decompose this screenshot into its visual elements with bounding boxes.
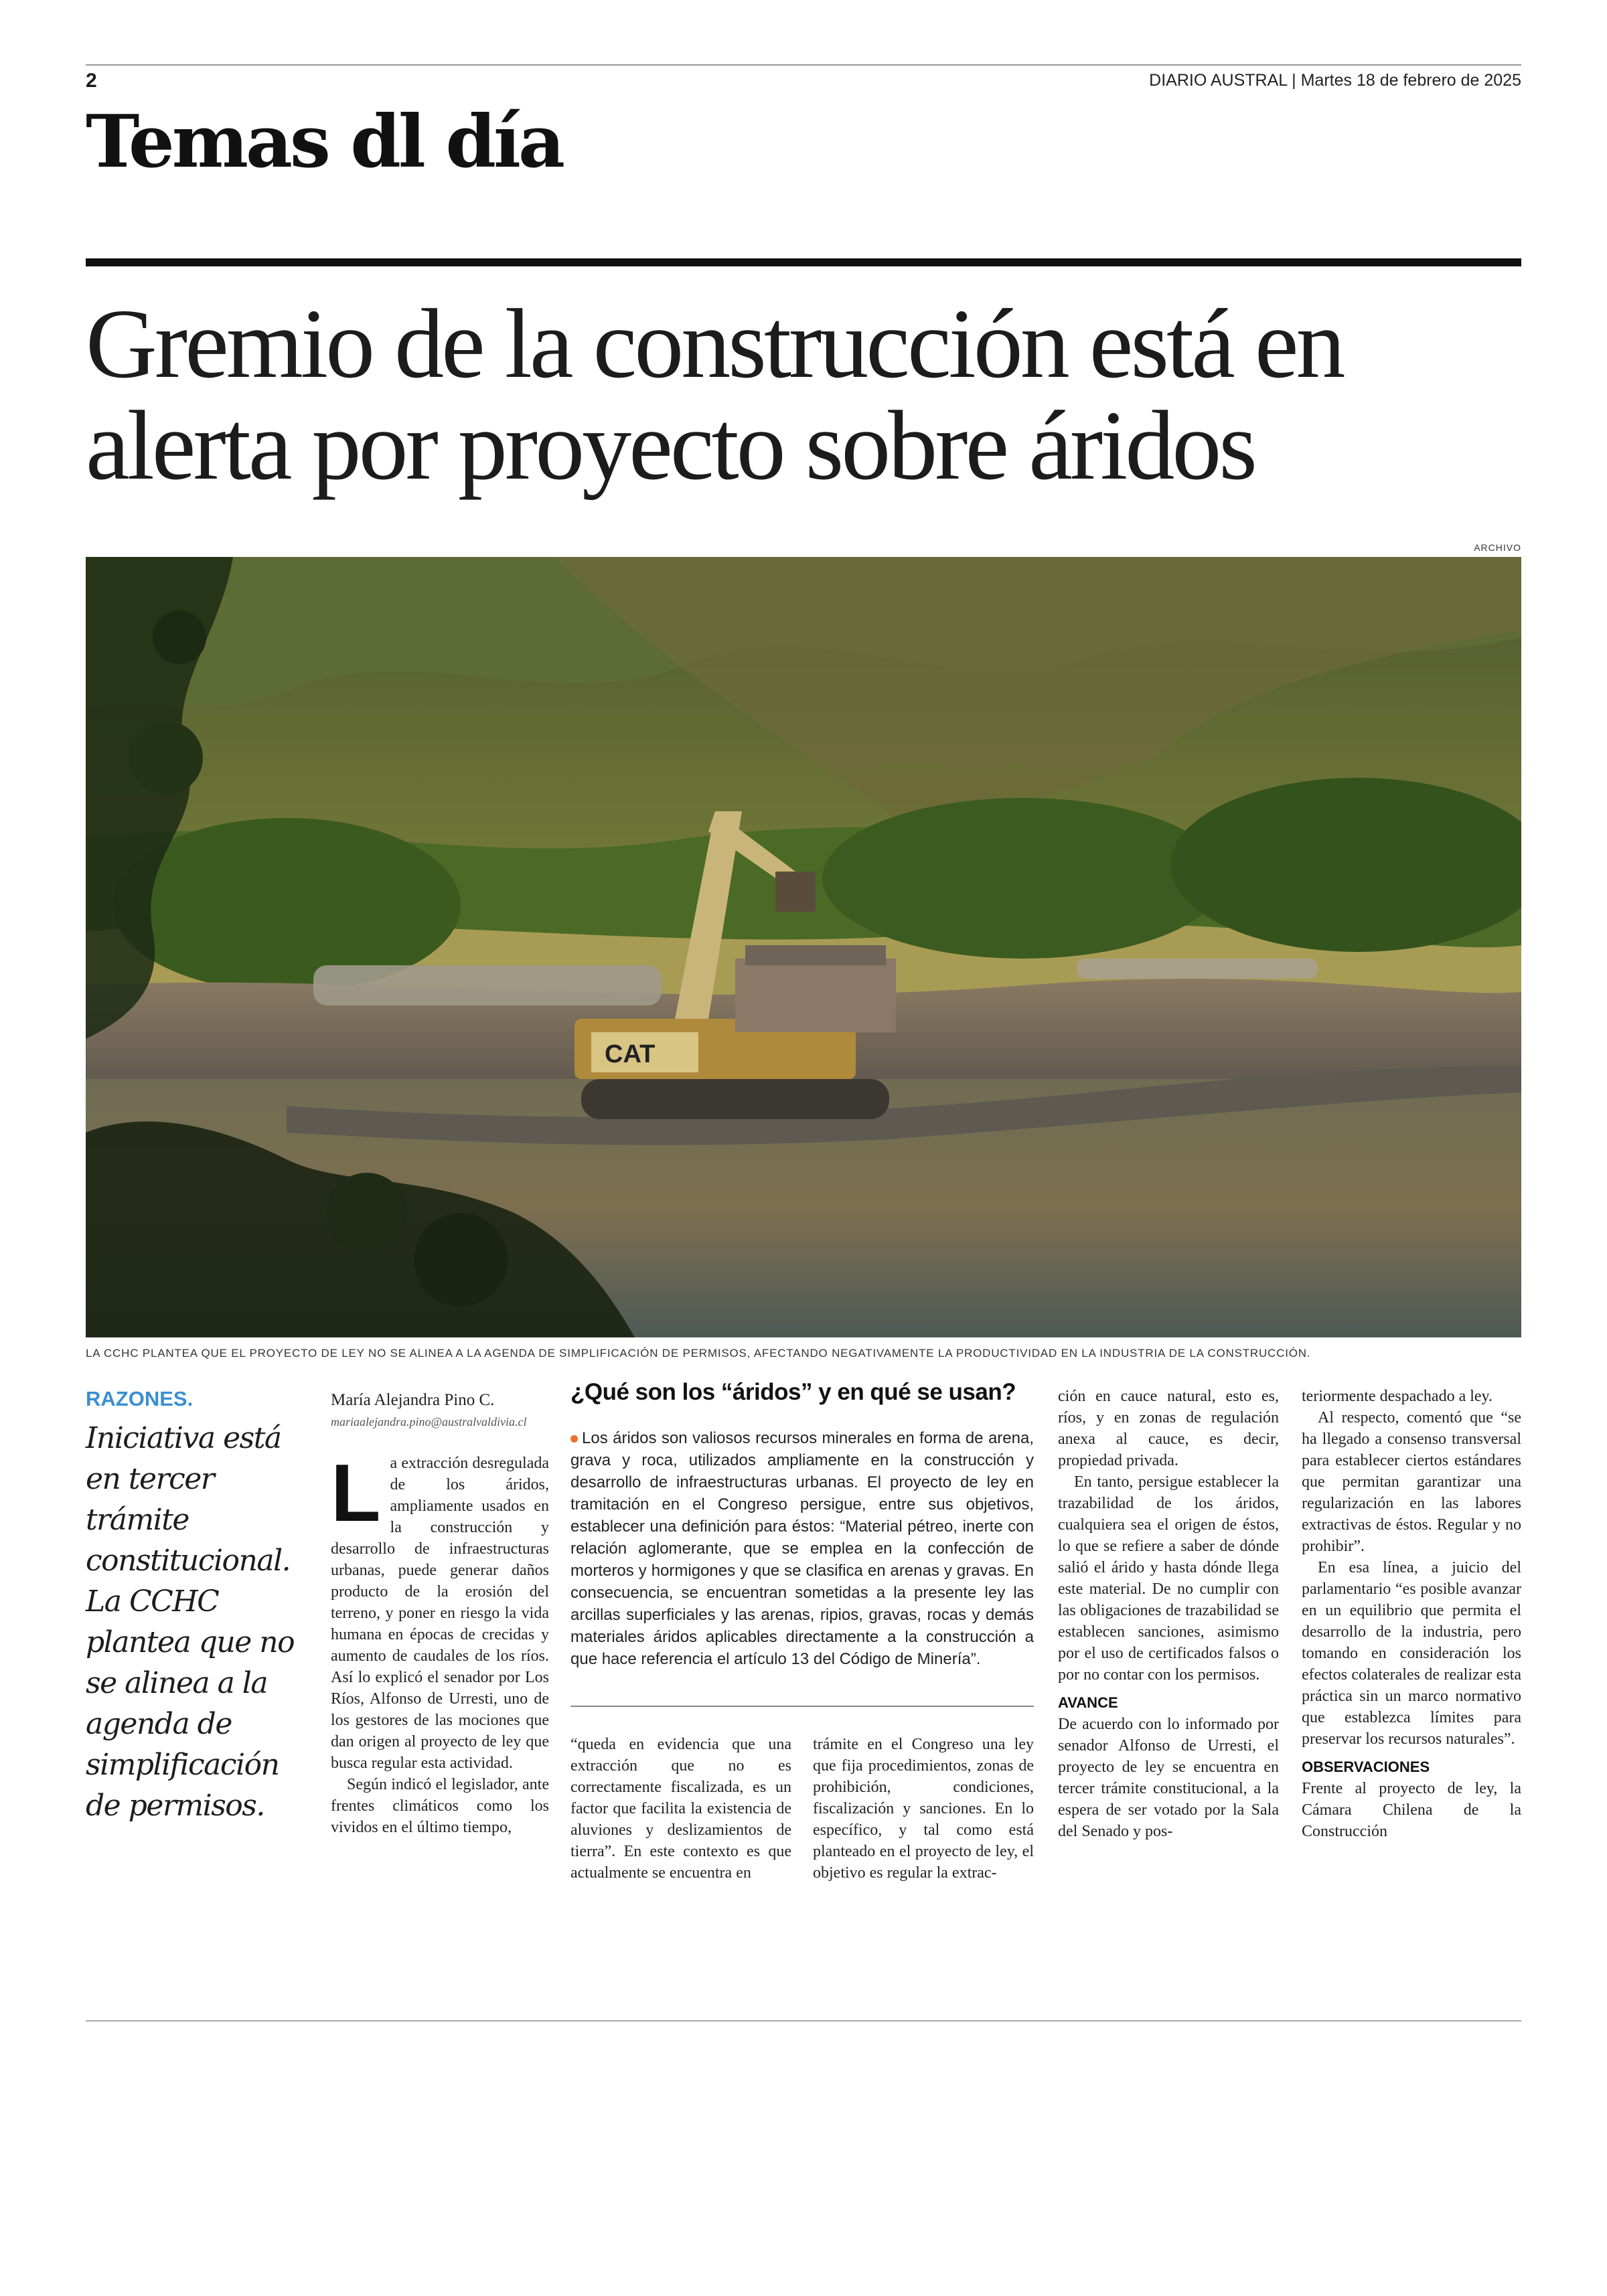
article-column-2 xyxy=(570,1734,791,1884)
headline-line-2: alerta por proyecto sobre áridos xyxy=(86,391,1255,501)
info-box-title: ¿Qué son los “áridos” y en qué se usan? xyxy=(570,1379,1016,1405)
headline xyxy=(86,289,1532,501)
author-email: mariaalejandra.pino@australvaldivia.cl xyxy=(331,1415,527,1428)
author-byline: María Alejandra Pino C. xyxy=(331,1391,495,1409)
newspaper-folio: DIARIO AUSTRAL | Martes 18 de febrero de 2025 xyxy=(1149,71,1521,90)
info-box-text xyxy=(570,1427,1034,1670)
article-photo xyxy=(86,557,1521,1337)
subhead-observaciones: OBSERVACIONES xyxy=(1302,1758,1430,1775)
section-rule xyxy=(86,258,1521,266)
info-box-body: Los áridos son valiosos recursos minerales en forma de arena, grava y roca, utilizados ampliamente en la construcción y desarrollo de infraestructuras urbanas. El proyecto de ley en tramitación en el Congreso persigue, entre sus objetivos, establecer una definición para éstos: “Material pétreo, inerte con relación aglomerante, que se emplea en la confección de morteros y hormigones y que se clasifica en arenas y gravas. En consecuencia, se encuentran sometidas a la presente ley las arcillas superficiales y las arenas, ripios, gravas, rocas y demás materiales áridos aplicables directamente a la construcción a que hace referencia el artículo 13 del Código de Minería”. xyxy=(570,1429,1034,1668)
page-number: 2 xyxy=(86,70,97,92)
article-column-3 xyxy=(813,1734,1034,1884)
photo-caption: LA CCHC PLANTEA QUE EL PROYECTO DE LEY NO SE ALINEA A LA AGENDA DE SIMPLIFICACIÓN DE PERMISOS, AFECTANDO NEGATIVAMENTE LA PRODUCTIVIDAD EN LA INDUSTRIA DE LA CONSTRUCCIÓN. xyxy=(86,1347,1311,1360)
article-paragraph: En tanto, persigue establecer la trazabilidad de los áridos, cualquiera sea el origen de éstos, lo que se refiere a saber de dónde salió el árido y hasta dónde llega este material. De no cumplir con las obligaciones de trazabilidad se establecen sanciones, asimismo por el uso de certificados falsos o por no contar con los permisos. xyxy=(1058,1473,1279,1684)
razones-summary: Iniciativa está en tercer trámite constitucional. La CCHC plantea que no se alinea a la agenda de simplificación de permisos. xyxy=(86,1421,295,1823)
headline-line-1: Gremio de la construcción está en xyxy=(86,289,1343,399)
article-paragraph: De acuerdo con lo informado por senador Alfonso de Urresti, el proyecto de ley se encuentra en tercer trámite constitucional, a la espera de ser votado por la Sala del Senado y pos- xyxy=(1058,1716,1279,1840)
article-paragraph: “queda en evidencia que una extracción que no es correctamente fiscalizada, es un factor que facilita la existencia de aluviones y deslizamientos de tierra”. En este contexto es que actualmente se encuentra en xyxy=(570,1736,791,1882)
subhead-avance: AVANCE xyxy=(1058,1694,1118,1711)
article-paragraph: Según indicó el legislador, ante frentes climáticos como los vividos en el último tiempo, xyxy=(331,1776,549,1836)
article-column-1 xyxy=(331,1447,549,1838)
article-paragraph: trámite en el Congreso una ley que fija procedimientos, zonas de prohibición, condiciones, fiscalización y sanciones. En lo específico, y tal como está planteado en el proyecto de ley, el objetivo es regular la extrac- xyxy=(813,1736,1034,1882)
top-rule xyxy=(86,64,1521,66)
article-paragraph: Frente al proyecto de ley, la Cámara Chilena de la Construcción xyxy=(1302,1780,1521,1840)
section-title: Temas dl día xyxy=(86,100,563,184)
river-excavator-photo xyxy=(86,557,1521,1337)
drop-cap: L xyxy=(331,1447,381,1538)
cat-logo: CAT xyxy=(605,1040,656,1068)
orange-bullet-icon xyxy=(570,1435,578,1443)
razones-kicker: RAZONES. xyxy=(86,1387,194,1410)
article-paragraph: ción en cauce natural, esto es, ríos, y en zonas de regulación anexa al cauce, es decir, propiedad privada. xyxy=(1058,1388,1279,1469)
article-paragraph: En esa línea, a juicio del parlamentario “es posible avanzar en un equilibrio que permita el desarrollo de la industria, pero tomando en consideración los efectos colaterales de realizar esta práctica sin un marco normativo que establezca límites para preservar los recursos naturales”. xyxy=(1302,1559,1521,1748)
photo-credit: ARCHIVO xyxy=(1474,542,1521,553)
info-box-rule xyxy=(570,1706,1034,1707)
article-column-4 xyxy=(1058,1386,1279,1842)
article-column-5 xyxy=(1302,1386,1521,1842)
bottom-rule xyxy=(86,2020,1521,2022)
article-paragraph: teriormente despachado a ley. xyxy=(1302,1388,1493,1405)
article-paragraph: Al respecto, comentó que “se ha llegado a consenso transversal para establecer ciertos estándares que permitan garantizar una regularización en las labores extractivas de éstos. Regular y no prohibir”. xyxy=(1302,1409,1521,1555)
article-paragraph: a extracción desregulada de los áridos, ampliamente usados en la construcción y desarrollo de infraestructuras urbanas, puede generar daños producto de la erosión del terreno, y poner en riesgo la vida humana en épocas de crecidas y aumento de caudales de los ríos. Así lo explicó el senador por Los Ríos, Alfonso de Urresti, uno de los gestores de las mociones que dan origen al proyecto de ley que busca regular esta actividad. xyxy=(331,1455,549,1772)
